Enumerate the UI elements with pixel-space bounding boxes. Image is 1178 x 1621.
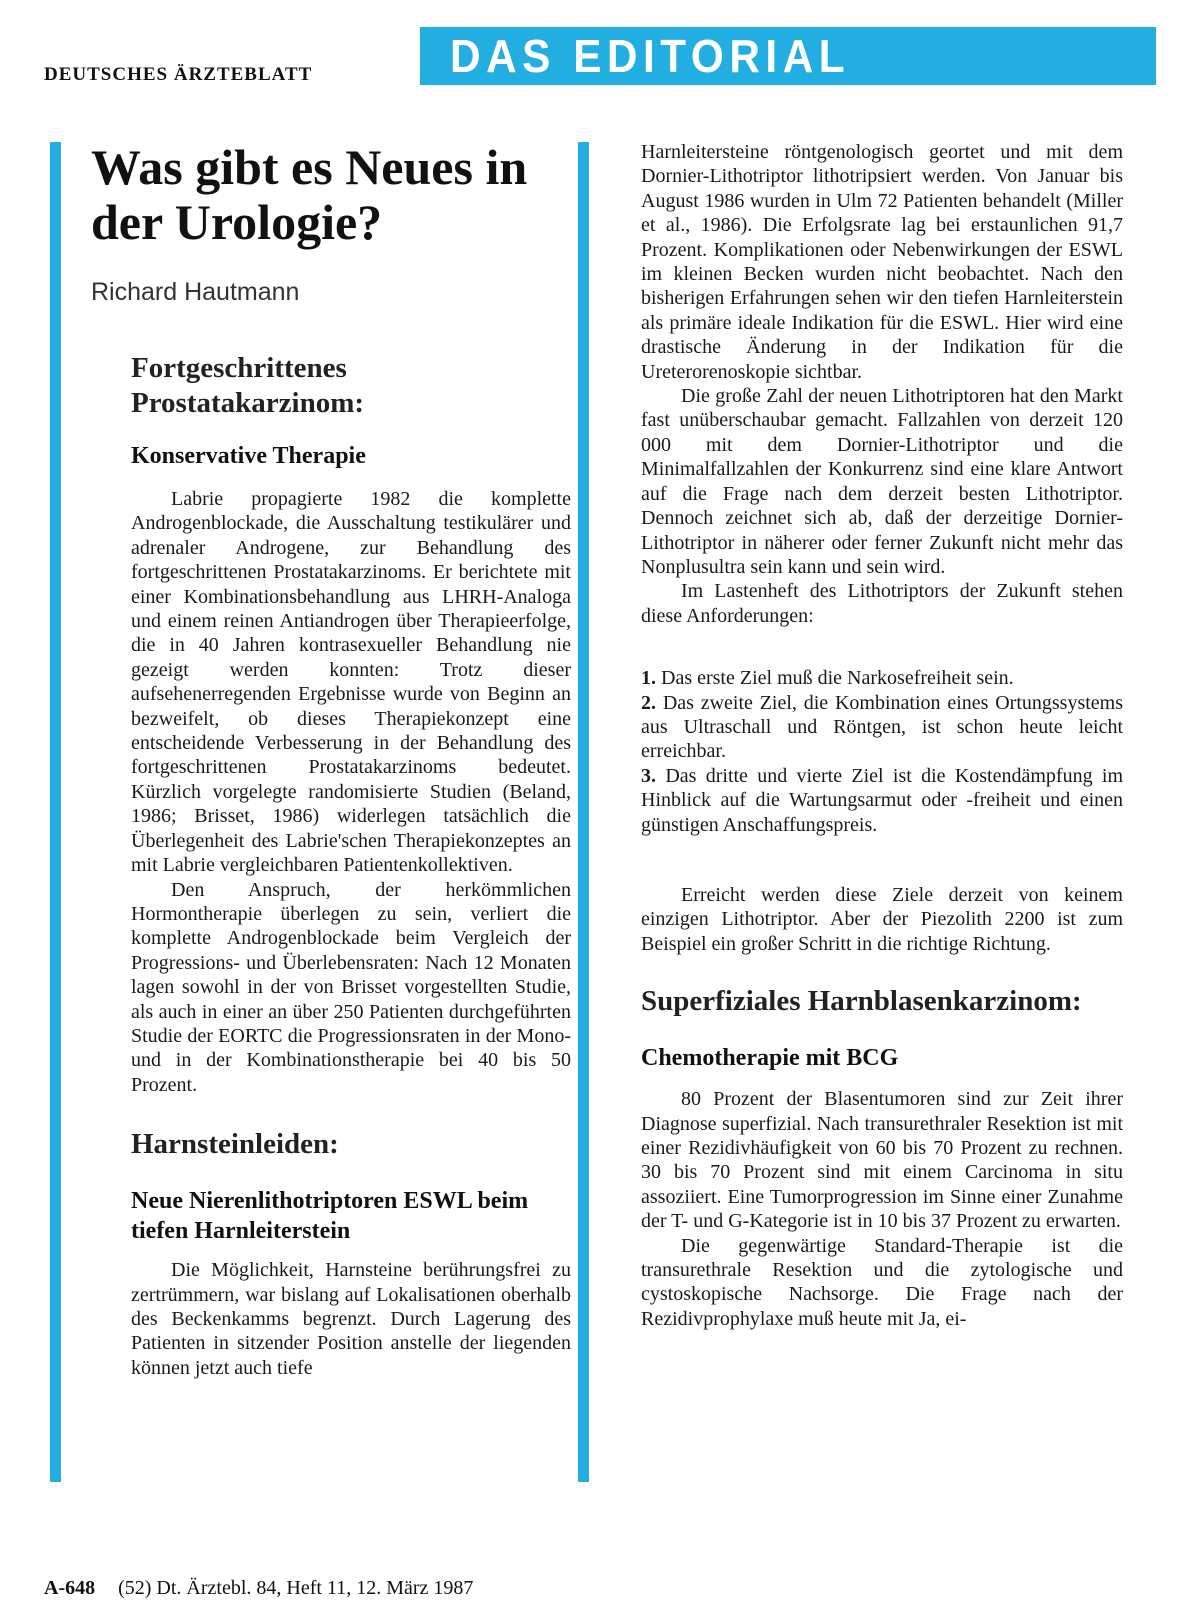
editorial-banner <box>420 27 1156 85</box>
paragraph: Die gegenwärtige Standard-Therapie ist die transurethrale Resektion und die zytologische und cystoskopische Nachsorge. Die Frage nach der Rezidivprophylaxe muß heute mit Ja, ei- <box>641 1234 1123 1330</box>
paragraph: 80 Prozent der Blasentumoren sind zur Zeit ihrer Diagnose superfizial. Nach transurethraler Resektion ist mit einer Rezidivhäufigkeit von 60 bis 70 Prozent zu rechnen. 30 bis 70 Prozent sind mit einem Carcinoma in situ assoziiert. Eine Tumorprogression im Sinne einer Zunahme der T- und G-Kategorie ist in 10 bis 37 Prozent zu erwarten. <box>641 1088 1123 1233</box>
list-item-text: Das dritte und vierte Ziel ist die Kostendämpfung im Hinblick auf die Wartungsarmut oder -freiheit und einen günstigen Anschaffungspreis. <box>641 764 1123 836</box>
article-title: Was gibt es Neues in der Urologie? <box>91 139 528 250</box>
publication-name: DEUTSCHES ÄRZTEBLATT <box>44 64 313 85</box>
paragraph: Labrie propagierte 1982 die komplette Androgenblockade, die Ausschaltung testikulärer und adrenaler Androgene, zur Behandlung des fortgeschrittenen Prostatakarzinoms. Er berichtete mit einer Kombinationsbehandlung aus LHRH-Analoga und einem reinen Antiandrogen über Therapieerfolge, die in 40 Jahren kontrasexueller Behandlung nie gezeigt werden konnten: Trotz dieser aufsehenerregenden Ergebnisse wurde von Beginn an bezweifelt, ob dieses Therapiekonzept eine entscheidende Verbesserung in der Behandlung des fortgeschrittenen Prostatakarzinoms bedeutet. Kürzlich vorgelegte randomisierte Studien (Beland, 1986; Brisset, 1986) widerlegen tatsächlich die Überlegenheit des Labrie'schen Therapiekonzeptes an mit Labrie vergleichbaren Patientenkollektiven. <box>131 488 571 877</box>
list-item <box>641 764 1123 837</box>
paragraph: Die große Zahl der neuen Lithotriptoren hat den Markt fast unüberschaubar gemacht. Fallzahlen von derzeit 120 000 mit dem Dornier-Lithotriptor und die Minimalfallzahlen der Konkurrenz sind eine klare Antwort auf die Frage nach dem derzeit besten Lithotriptor. Dennoch zeichnet sich ab, daß der derzeitige Dornier-Lithotriptor in näherer oder ferner Zukunft nicht mehr das Nonplusultra sein kann und sein wird. <box>641 385 1123 578</box>
paragraph: Die Möglichkeit, Harnsteine berührungsfrei zu zertrümmern, war bislang auf Lokalisationen oberhalb des Beckenkamms begrenzt. Durch Lagerung des Patienten in sitzender Position anstelle der liegenden können jetzt auch tiefe <box>131 1259 571 1379</box>
article-author: Richard Hautmann <box>91 278 300 306</box>
section-urolithiasis <box>131 1127 571 1380</box>
paragraph: Im Lastenheft des Lithotriptors der Zukunft stehen diese Anforderungen: <box>641 580 1123 627</box>
editorial-banner-label: DAS EDITORIAL <box>450 30 851 82</box>
section-bladder-cancer <box>641 984 1123 1331</box>
list-item-number: 1. <box>641 667 656 690</box>
right-accent-bar <box>578 142 589 1482</box>
right-column <box>641 140 1123 1331</box>
subheading-conservative-therapy: Konservative Therapie <box>131 443 366 469</box>
section-heading-prostate: Fortgeschrittenes Prostatakarzinom: <box>131 352 365 419</box>
paragraph-continued: Harnleitersteine röntgenologisch geortet und mit dem Dornier-Lithotriptor lithotripsiert werden. Von Januar bis August 1986 wurden in Ulm 72 Patienten behandelt (Miller et al., 1986). Die Erfolgsrate lag bei erstaunlichen 91,7 Prozent. Komplikationen oder Nebenwirkungen der ESWL im kleinen Becken wurden nicht beobachtet. Nach den bisherigen Erfahrungen sehen wir den tiefen Harnleiterstein als primäre ideale Indikation für die ESWL. Hier wird eine drastische Änderung in der Indikation für die Ureterorenoskopie sichtbar. <box>641 141 1123 383</box>
left-accent-bar <box>50 142 61 1482</box>
section-prostate <box>131 351 571 1097</box>
list-item-text: Das erste Ziel muß die Narkosefreiheit sein. <box>661 667 1014 690</box>
paragraph: Den Anspruch, der herkömmlichen Hormontherapie überlegen zu sein, verliert die komplette Androgenblockade beim Vergleich der Progressions- und Überlebensraten: Nach 12 Monaten lagen sowohl in der von Brisset vorgestellten Studie, als auch in einer an über 250 Patienten durchgeführten Studie der EORTC die Progressionsraten in der Mono- und in der Kombinationstherapie bei 40 bis 50 Prozent. <box>131 878 571 1096</box>
left-column <box>91 140 571 1380</box>
page-number: A-648 <box>44 1577 96 1599</box>
section-heading-urolithiasis: Harnsteinleiden: <box>131 1128 339 1161</box>
page-footer <box>44 1577 473 1600</box>
list-item <box>641 666 1123 690</box>
subheading-bcg: Chemotherapie mit BCG <box>641 1045 899 1072</box>
list-item-text: Das zweite Ziel, die Kombination eines Ortungssystems aus Ultraschall und Röntgen, ist schon heute leicht erreichbar. <box>641 691 1124 763</box>
citation: (52) Dt. Ärztebl. 84, Heft 11, 12. März 1987 <box>118 1577 474 1599</box>
paragraph: Erreicht werden diese Ziele derzeit von keinem einzigen Lithotriptor. Aber der Piezolith 2200 ist zum Beispiel ein großer Schritt in die richtige Richtung. <box>641 883 1123 955</box>
list-item <box>641 691 1123 764</box>
section-heading-bladder: Superfiziales Harnblasenkarzinom: <box>641 985 1082 1018</box>
requirements-list <box>641 666 1123 837</box>
list-item-number: 2. <box>641 691 656 714</box>
list-item-number: 3. <box>641 764 656 787</box>
subheading-lithotriptors: Neue Nierenlithotriptoren ESWL beim tiefen Harnleiterstein <box>131 1188 529 1245</box>
